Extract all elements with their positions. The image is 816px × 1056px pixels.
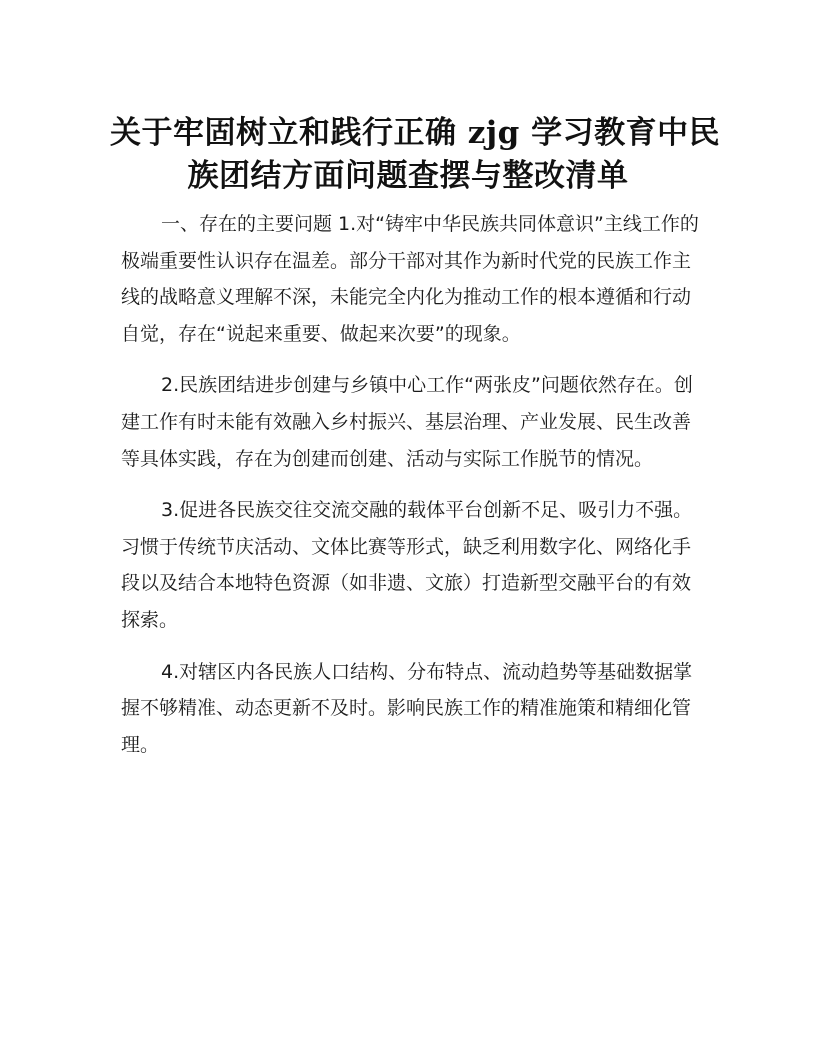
title-line-1: 关于牢固树立和践行正确 zjg 学习教育中民 [110, 115, 721, 151]
paragraph-1: 一、存在的主要问题 1.对“铸牢中华民族共同体意识”主线工作的极端重要性认识存在温差。部分干部对其作为新时代党的民族工作主线的战略意义理解不深，未能完全内化为推动工作的根本遵循和行动自觉，存在“说起来重要、做起来次要”的现象。 [121, 213, 699, 345]
title-line-2: 族团结方面问题查摆与整改清单 [187, 158, 629, 194]
paragraph-4: 4.对辖区内各民族人口结构、分布特点、流动趋势等基础数据掌握不够精准、动态更新不及时。影响民族工作的精准施策和精细化管理。 [121, 660, 693, 756]
paragraph-2: 2.民族团结进步创建与乡镇中心工作“两张皮”问题依然存在。创建工作有时未能有效融入乡村振兴、基层治理、产业发展、民生改善等具体实践，存在为创建而创建、活动与实际工作脱节的情况。 [121, 374, 693, 470]
paragraph-3: 3.促进各民族交往交流交融的载体平台创新不足、吸引力不强。习惯于传统节庆活动、文体比赛等形式，缺乏利用数字化、网络化手段以及结合本地特色资源（如非遗、文旅）打造新型交融平台的有效探索。 [121, 499, 693, 631]
document-title [110, 112, 721, 198]
document-body [121, 206, 699, 778]
